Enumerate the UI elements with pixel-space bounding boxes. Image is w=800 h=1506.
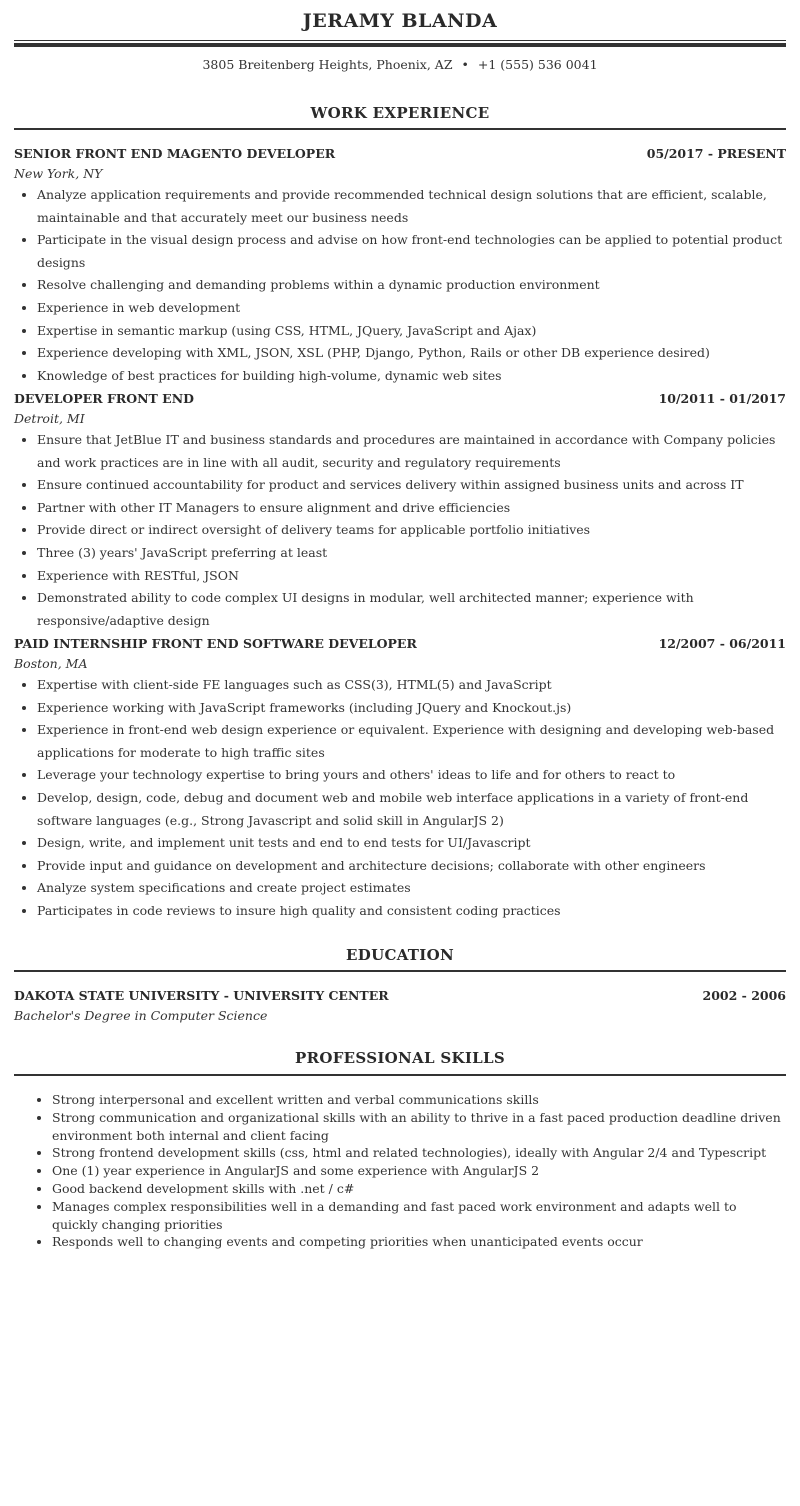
education-heading: EDUCATION	[346, 946, 454, 964]
list-item: • Provide direct or indirect oversight of delivery teams for applicable portfolio initiatives	[37, 519, 786, 542]
job-dates: 10/2011 - 01/2017	[658, 391, 786, 406]
job-responsibilities	[14, 429, 786, 632]
list-item: • Strong interpersonal and excellent written and verbal communications skills	[52, 1091, 786, 1109]
job-location: New York, NY	[14, 166, 103, 181]
skills-list	[14, 1091, 786, 1251]
job-location: Boston, MA	[14, 656, 88, 671]
list-item: • Strong communication and organizational skills with an ability to thrive in a fast paced production deadline driven environment both internal and client facing	[52, 1109, 786, 1145]
education-entry	[14, 988, 786, 1026]
list-item: • Experience in front-end web design experience or equivalent. Experience with designing and developing web-based applications for moderate to high traffic sites	[37, 719, 786, 764]
list-item: • Manages complex responsibilities well in a demanding and fast paced work environment and adapts well to quickly changing priorities	[52, 1198, 786, 1234]
list-item: • Experience in web development	[37, 297, 786, 320]
list-item: • Ensure continued accountability for product and services delivery within assigned business units and across IT	[37, 474, 786, 497]
degree: Bachelor's Degree in Computer Science	[14, 1008, 268, 1023]
professional-skills-rule	[14, 1074, 786, 1076]
list-item: • Ensure that JetBlue IT and business standards and procedures are maintained in accordance with Company policies and work practices are in line with all audit, security and regulatory requirements	[37, 429, 786, 474]
list-item: • Provide input and guidance on development and architecture decisions; collaborate with other engineers	[37, 855, 786, 878]
list-item: • Participates in code reviews to insure high quality and consistent coding practices	[37, 900, 786, 923]
separator-dot: •	[461, 57, 469, 72]
address: 3805 Breitenberg Heights, Phoenix, AZ	[202, 57, 453, 72]
list-item: • Leverage your technology expertise to bring yours and others' ideas to life and for others to react to	[37, 764, 786, 787]
job-dates: 12/2007 - 06/2011	[658, 636, 786, 651]
header-rule-thin	[14, 40, 786, 41]
list-item: • Experience developing with XML, JSON, XSL (PHP, Django, Python, Rails or other DB experience desired)	[37, 342, 786, 365]
list-item: • Develop, design, code, debug and document web and mobile web interface applications in a variety of front-end software languages (e.g., Strong Javascript and solid skill in AngularJS 2)	[37, 787, 786, 832]
list-item: • Design, write, and implement unit tests and end to end tests for UI/Javascript	[37, 832, 786, 855]
education-rule	[14, 970, 786, 972]
list-item: • Responds well to changing events and competing priorities when unanticipated events occur	[52, 1233, 786, 1251]
job-responsibilities	[14, 184, 786, 387]
job-entry	[14, 636, 786, 923]
list-item: • Experience with RESTful, JSON	[37, 565, 786, 588]
education-header	[14, 988, 786, 1006]
list-item: • One (1) year experience in AngularJS and some experience with AngularJS 2	[52, 1162, 786, 1180]
header-rule-thick	[14, 43, 786, 47]
list-item: • Expertise in semantic markup (using CSS, HTML, JQuery, JavaScript and Ajax)	[37, 320, 786, 343]
list-item: • Knowledge of best practices for building high-volume, dynamic web sites	[37, 365, 786, 388]
list-item: • Participate in the visual design process and advise on how front-end technologies can be applied to potential product designs	[37, 229, 786, 274]
list-item: • Partner with other IT Managers to ensure alignment and drive efficiencies	[37, 497, 786, 520]
contact-line	[14, 57, 786, 72]
job-responsibilities	[14, 674, 786, 923]
list-item: • Good backend development skills with .net / c#	[52, 1180, 786, 1198]
job-header	[14, 636, 786, 654]
list-item: • Expertise with client-side FE languages such as CSS(3), HTML(5) and JavaScript	[37, 674, 786, 697]
education-dates: 2002 - 2006	[702, 988, 786, 1003]
list-item: • Analyze application requirements and provide recommended technical design solutions that are efficient, scalable, maintainable and that accurately meet our business needs	[37, 184, 786, 229]
list-item: • Three (3) years' JavaScript preferring at least	[37, 542, 786, 565]
work-experience-rule	[14, 128, 786, 130]
job-header	[14, 146, 786, 164]
job-title: PAID INTERNSHIP FRONT END SOFTWARE DEVELOPER	[14, 636, 417, 651]
list-item: • Demonstrated ability to code complex UI designs in modular, well architected manner; experience with responsive/adaptive design	[37, 587, 786, 632]
job-location: Detroit, MI	[14, 411, 85, 426]
job-entry	[14, 391, 786, 632]
school-name: DAKOTA STATE UNIVERSITY - UNIVERSITY CENTER	[14, 988, 389, 1003]
professional-skills-heading: PROFESSIONAL SKILLS	[295, 1049, 505, 1067]
job-title: SENIOR FRONT END MAGENTO DEVELOPER	[14, 146, 336, 161]
phone: +1 (555) 536 0041	[477, 57, 598, 72]
list-item: • Analyze system specifications and create project estimates	[37, 877, 786, 900]
job-entry	[14, 146, 786, 387]
job-title: DEVELOPER FRONT END	[14, 391, 194, 406]
work-experience-heading: WORK EXPERIENCE	[310, 104, 490, 122]
job-header	[14, 391, 786, 409]
list-item: • Resolve challenging and demanding problems within a dynamic production environment	[37, 274, 786, 297]
list-item: • Strong frontend development skills (css, html and related technologies), ideally with Angular 2/4 and Typescript	[52, 1144, 786, 1162]
list-item: • Experience working with JavaScript frameworks (including JQuery and Knockout.js)	[37, 697, 786, 720]
job-dates: 05/2017 - PRESENT	[646, 146, 786, 161]
candidate-name: JERAMY BLANDA	[302, 10, 498, 32]
